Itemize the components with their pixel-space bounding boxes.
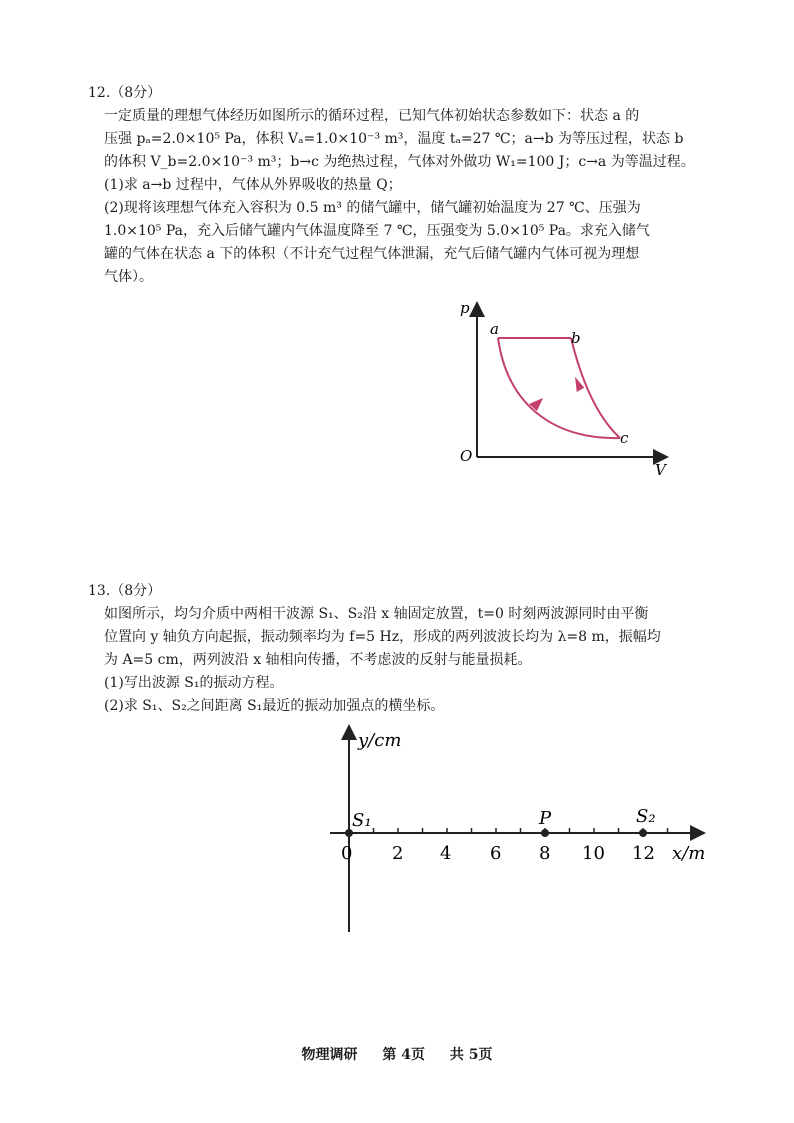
pv-point-a: a [490, 320, 499, 338]
q13-line-2: 位置向 y 轴负方向起振，振动频率均为 f=5 Hz，形成的两列波波长均为 λ=8 m，振幅均 [104, 629, 661, 645]
path-c-a [498, 338, 620, 438]
source-s2-dot [639, 829, 647, 837]
footer-total: 共 5页 [449, 1047, 493, 1063]
source-s1-label: S₁ [352, 810, 372, 831]
tick-12: 12 [632, 843, 655, 864]
wave-y-label: y/cm [358, 730, 402, 751]
q12-line-8: 气体）。 [104, 269, 153, 285]
q13-line-1: 如图所示，均匀介质中两相干波源 S₁、S₂沿 x 轴固定放置，t=0 时刻两波源同时由平衡 [104, 606, 649, 622]
wave-x-label: x/m [672, 843, 706, 864]
tick-6: 6 [490, 843, 502, 864]
q12-header: 12.（8分） [88, 85, 162, 101]
page-footer [0, 1044, 794, 1064]
wave-axis-diagram [320, 720, 720, 935]
pv-x-label: V [655, 461, 666, 479]
q12-line-2: 压强 pₐ=2.0×10⁵ Pa，体积 Vₐ=1.0×10⁻³ m³，温度 tₐ=27 ℃；a→b 为等压过程，状态 b [104, 131, 684, 147]
pv-y-label: p [460, 299, 470, 317]
question-13 [88, 580, 728, 718]
footer-page: 第 4页 [382, 1047, 425, 1063]
tick-0: 0 [341, 843, 353, 864]
tick-10: 10 [582, 843, 605, 864]
source-s2-label: S₂ [636, 806, 656, 827]
q13-line-3: 为 A=5 cm，两列波沿 x 轴相向传播，不考虑波的反射与能量损耗。 [104, 652, 532, 668]
tick-2: 2 [392, 843, 404, 864]
tick-4: 4 [440, 843, 452, 864]
point-p-dot [541, 829, 549, 837]
q12-line-5: (2)现将该理想气体充入容积为 0.5 m³ 的储气罐中，储气罐初始温度为 27 ℃、压强为 [104, 200, 641, 216]
pv-origin-label: O [460, 447, 473, 465]
tick-8: 8 [539, 843, 551, 864]
q12-line-3: 的体积 V_b=2.0×10⁻³ m³；b→c 为绝热过程，气体对外做功 W₁=100 J；c→a 为等温过程。 [104, 154, 695, 170]
q13-line-4: (1)写出波源 S₁的振动方程。 [104, 675, 284, 691]
pv-point-b: b [571, 329, 581, 347]
q12-line-1: 一定质量的理想气体经历如图所示的循环过程，已知气体初始状态参数如下：状态 a 的 [104, 108, 640, 124]
pv-point-c: c [620, 429, 629, 447]
question-12 [88, 82, 728, 289]
q12-line-6: 1.0×10⁵ Pa，充入后储气罐内气体温度降至 7 ℃，压强变为 5.0×10⁵ Pa。求充入储气 [104, 223, 650, 239]
q12-line-7: 罐的气体在状态 a 下的体积（不计充气过程气体泄漏，充气后储气罐内气体可视为理想 [104, 246, 640, 262]
q13-line-5: (2)求 S₁、S₂之间距离 S₁最近的振动加强点的横坐标。 [104, 698, 445, 714]
footer-subject: 物理调研 [301, 1047, 358, 1063]
q12-line-4: (1)求 a→b 过程中，气体从外界吸收的热量 Q； [104, 177, 402, 193]
point-p-label: P [539, 808, 552, 829]
pv-diagram [450, 295, 690, 480]
q13-header: 13.（8分） [88, 583, 162, 599]
